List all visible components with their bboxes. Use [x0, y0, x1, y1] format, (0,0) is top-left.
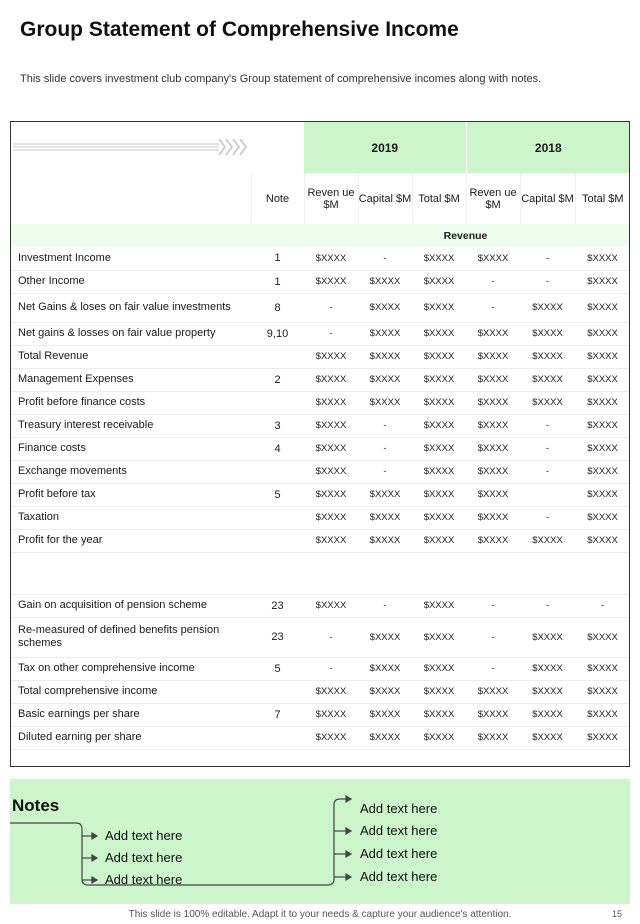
row-value	[520, 483, 575, 506]
row-value: $XXXX	[520, 529, 575, 552]
row-value: $XXXX	[520, 617, 575, 657]
row-value: $XXXX	[520, 345, 575, 368]
row-value: $XXXX	[358, 506, 412, 529]
row-value	[520, 552, 575, 594]
row-value: $XXXX	[412, 617, 466, 657]
row-value: $XXXX	[575, 617, 630, 657]
page-subtitle: This slide covers investment club company's Group statement of comprehensive incomes along with notes.	[20, 73, 542, 85]
row-note	[251, 680, 304, 703]
notes-section	[10, 779, 630, 904]
table-row	[11, 594, 630, 617]
row-value: -	[466, 594, 520, 617]
row-note	[251, 506, 304, 529]
row-value: $XXXX	[304, 460, 358, 483]
row-label: Tax on other comprehensive income	[11, 657, 251, 680]
row-note: 3	[251, 414, 304, 437]
row-value: $XXXX	[412, 680, 466, 703]
row-value: $XXXX	[520, 680, 575, 703]
notes-connector-lines	[10, 779, 630, 904]
year-header-row	[11, 122, 630, 173]
row-value: $XXXX	[304, 483, 358, 506]
row-value: -	[520, 594, 575, 617]
table-row	[11, 414, 630, 437]
row-value: $XXXX	[412, 529, 466, 552]
row-label: Gain on acquisition of pension scheme	[11, 594, 251, 617]
column-header-row	[11, 173, 630, 224]
row-note: 8	[251, 293, 304, 322]
row-value: -	[520, 506, 575, 529]
row-label: Taxation	[11, 506, 251, 529]
row-value: -	[466, 617, 520, 657]
row-value: $XXXX	[412, 483, 466, 506]
row-value: -	[358, 414, 412, 437]
row-value: -	[520, 460, 575, 483]
row-value: $XXXX	[304, 529, 358, 552]
note-right-1: Add text here	[360, 801, 438, 816]
table-row	[11, 437, 630, 460]
col-header-capital-2019: Capital $M	[358, 173, 412, 224]
page-number: 15	[611, 909, 622, 919]
row-value: $XXXX	[304, 437, 358, 460]
row-value: $XXXX	[412, 293, 466, 322]
row-value: $XXXX	[520, 391, 575, 414]
year-2018-header: 2018	[466, 122, 630, 173]
row-value: $XXXX	[412, 391, 466, 414]
row-value	[466, 552, 520, 594]
row-value: $XXXX	[304, 345, 358, 368]
row-label: Total Revenue	[11, 345, 251, 368]
row-note: 1	[251, 247, 304, 270]
row-value: $XXXX	[575, 726, 630, 749]
row-value: $XXXX	[575, 703, 630, 726]
row-value: $XXXX	[466, 322, 520, 345]
row-value: -	[304, 293, 358, 322]
section-label-revenue: Revenue	[11, 224, 630, 247]
note-left-3: Add text here	[105, 872, 183, 887]
row-label: Total comprehensive income	[11, 680, 251, 703]
row-value: $XXXX	[358, 703, 412, 726]
row-note	[251, 391, 304, 414]
row-value: $XXXX	[466, 345, 520, 368]
row-value: $XXXX	[358, 529, 412, 552]
year-2019-header: 2019	[304, 122, 466, 173]
row-value: $XXXX	[466, 391, 520, 414]
table-row	[11, 703, 630, 726]
row-value: $XXXX	[575, 322, 630, 345]
row-value: $XXXX	[466, 460, 520, 483]
row-value: $XXXX	[304, 703, 358, 726]
row-value: $XXXX	[575, 414, 630, 437]
row-value: -	[304, 617, 358, 657]
row-label: Profit before tax	[11, 483, 251, 506]
row-label: Exchange movements	[11, 460, 251, 483]
row-value: $XXXX	[304, 270, 358, 293]
table-row	[11, 617, 630, 657]
row-value: $XXXX	[304, 680, 358, 703]
row-label: Net gains & losses on fair value property	[11, 322, 251, 345]
row-value: $XXXX	[466, 414, 520, 437]
row-value: $XXXX	[466, 247, 520, 270]
row-value	[575, 552, 630, 594]
row-value: $XXXX	[412, 368, 466, 391]
row-value: $XXXX	[520, 293, 575, 322]
row-value: $XXXX	[358, 483, 412, 506]
row-value: $XXXX	[466, 529, 520, 552]
row-value: $XXXX	[358, 345, 412, 368]
note-right-2: Add text here	[360, 823, 438, 838]
row-value: $XXXX	[412, 703, 466, 726]
table-row	[11, 506, 630, 529]
row-value: $XXXX	[520, 703, 575, 726]
row-value: $XXXX	[412, 322, 466, 345]
table-row	[11, 322, 630, 345]
row-value: $XXXX	[575, 293, 630, 322]
row-value: $XXXX	[520, 368, 575, 391]
row-value: $XXXX	[575, 345, 630, 368]
row-value: $XXXX	[412, 506, 466, 529]
row-note: 5	[251, 657, 304, 680]
table-row	[11, 368, 630, 391]
row-note: 1	[251, 270, 304, 293]
row-value: $XXXX	[304, 594, 358, 617]
row-label: Diluted earning per share	[11, 726, 251, 749]
row-label: Finance costs	[11, 437, 251, 460]
row-value: $XXXX	[575, 437, 630, 460]
table-row	[11, 460, 630, 483]
row-value: -	[466, 293, 520, 322]
row-label: Investment Income	[11, 247, 251, 270]
row-value: $XXXX	[304, 414, 358, 437]
row-value: $XXXX	[358, 293, 412, 322]
table-body	[11, 247, 630, 749]
row-value: $XXXX	[412, 437, 466, 460]
row-label	[11, 552, 251, 594]
note-left-2: Add text here	[105, 850, 183, 865]
row-value: $XXXX	[520, 657, 575, 680]
footer-text: This slide is 100% editable. Adapt it to your needs & capture your audience's attention.	[128, 909, 512, 920]
col-header-total-2019: Total $M	[412, 173, 466, 224]
row-value: -	[575, 594, 630, 617]
note-right-4: Add text here	[360, 869, 438, 884]
row-value: $XXXX	[304, 368, 358, 391]
row-note: 23	[251, 594, 304, 617]
row-note	[251, 460, 304, 483]
row-value: -	[520, 437, 575, 460]
header-decoration	[11, 122, 304, 173]
section-header-row	[11, 224, 630, 247]
row-value: $XXXX	[304, 726, 358, 749]
row-note	[251, 529, 304, 552]
row-label: Treasury interest receivable	[11, 414, 251, 437]
row-note: 4	[251, 437, 304, 460]
row-value: $XXXX	[466, 506, 520, 529]
row-value: $XXXX	[575, 657, 630, 680]
table-spacer-row	[11, 552, 630, 594]
table-row	[11, 247, 630, 270]
row-label: Basic earnings per share	[11, 703, 251, 726]
row-value: $XXXX	[412, 414, 466, 437]
note-right-3: Add text here	[360, 846, 438, 861]
col-header-total-2018: Total $M	[575, 173, 630, 224]
row-value: $XXXX	[358, 270, 412, 293]
notes-title: Notes	[12, 796, 60, 815]
table-row	[11, 483, 630, 506]
row-note: 5	[251, 483, 304, 506]
row-value: $XXXX	[575, 368, 630, 391]
row-note: 2	[251, 368, 304, 391]
row-value: $XXXX	[575, 483, 630, 506]
row-value: -	[520, 247, 575, 270]
row-note: 9,10	[251, 322, 304, 345]
row-value: $XXXX	[466, 483, 520, 506]
row-value: -	[304, 322, 358, 345]
income-statement-panel	[10, 121, 630, 767]
row-value: $XXXX	[358, 617, 412, 657]
row-label: Other Income	[11, 270, 251, 293]
row-label: Net Gains & loses on fair value investments	[11, 293, 251, 322]
note-left-1: Add text here	[105, 828, 183, 843]
row-value: $XXXX	[358, 657, 412, 680]
col-header-capital-2018: Capital $M	[520, 173, 575, 224]
row-value: $XXXX	[520, 322, 575, 345]
row-value: -	[358, 247, 412, 270]
row-value: -	[358, 594, 412, 617]
row-value: $XXXX	[304, 391, 358, 414]
row-value: $XXXX	[466, 703, 520, 726]
row-value: -	[520, 414, 575, 437]
row-value: $XXXX	[412, 657, 466, 680]
row-value: $XXXX	[575, 460, 630, 483]
row-value: -	[304, 657, 358, 680]
row-value: -	[358, 437, 412, 460]
row-value: $XXXX	[575, 270, 630, 293]
table-row	[11, 391, 630, 414]
row-value: $XXXX	[466, 368, 520, 391]
row-value: -	[358, 460, 412, 483]
table-row	[11, 345, 630, 368]
row-value	[304, 552, 358, 594]
row-note	[251, 345, 304, 368]
arrow-decoration-icon	[11, 122, 304, 170]
row-note: 7	[251, 703, 304, 726]
row-value: $XXXX	[520, 726, 575, 749]
row-value: $XXXX	[575, 529, 630, 552]
row-label: Management Expenses	[11, 368, 251, 391]
row-value: $XXXX	[358, 680, 412, 703]
table-row	[11, 270, 630, 293]
row-value: $XXXX	[466, 680, 520, 703]
row-value: $XXXX	[358, 368, 412, 391]
income-statement-table	[11, 122, 630, 750]
row-value: $XXXX	[575, 391, 630, 414]
row-value: $XXXX	[412, 460, 466, 483]
row-value: -	[520, 270, 575, 293]
table-row	[11, 657, 630, 680]
row-value: $XXXX	[412, 270, 466, 293]
row-value	[358, 552, 412, 594]
row-label: Re-measured of defined benefits pension schemes	[11, 617, 251, 657]
row-value: $XXXX	[412, 345, 466, 368]
table-row	[11, 726, 630, 749]
col-header-revenue-2018: Reven ue $M	[466, 173, 520, 224]
label-column-header	[11, 173, 251, 224]
page-title: Group Statement of Comprehensive Income	[20, 18, 459, 41]
row-value: -	[466, 657, 520, 680]
table-row	[11, 293, 630, 322]
row-note	[251, 552, 304, 594]
row-label: Profit before finance costs	[11, 391, 251, 414]
row-note	[251, 726, 304, 749]
row-value: $XXXX	[358, 726, 412, 749]
row-value: $XXXX	[412, 594, 466, 617]
row-value: $XXXX	[304, 506, 358, 529]
row-value: $XXXX	[575, 247, 630, 270]
row-value: $XXXX	[358, 322, 412, 345]
row-value	[412, 552, 466, 594]
row-value: $XXXX	[575, 506, 630, 529]
row-value: -	[466, 270, 520, 293]
row-value: $XXXX	[575, 680, 630, 703]
row-value: $XXXX	[466, 726, 520, 749]
row-value: $XXXX	[412, 247, 466, 270]
table-row	[11, 680, 630, 703]
col-header-revenue-2019: Reven ue $M	[304, 173, 358, 224]
table-row	[11, 529, 630, 552]
row-value: $XXXX	[466, 437, 520, 460]
row-note: 23	[251, 617, 304, 657]
row-value: $XXXX	[358, 391, 412, 414]
row-label: Profit for the year	[11, 529, 251, 552]
row-value: $XXXX	[304, 247, 358, 270]
row-value: $XXXX	[412, 726, 466, 749]
note-column-header: Note	[251, 173, 304, 224]
